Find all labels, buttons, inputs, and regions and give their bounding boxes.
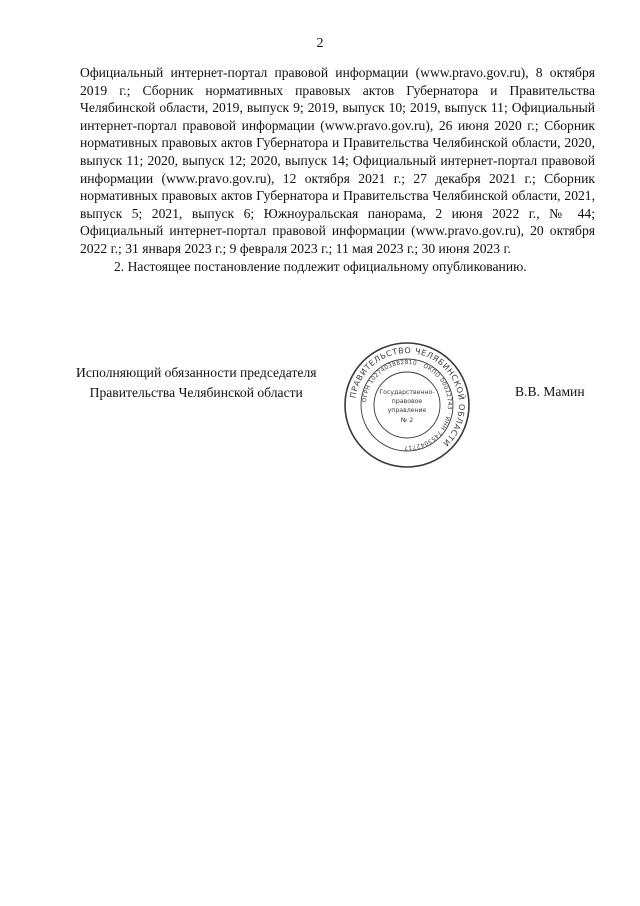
page-number: 2 — [316, 36, 324, 51]
body-text — [80, 64, 595, 275]
paragraph-1: Официальный интернет-портал правовой информации (www.pravo.gov.ru), 8 октября 2019 г.; Сборник нормативных правовых актов Губернатора и Правительства Челябинской области, 2019, выпуск 9; 2019, выпуск 10; 2019, выпуск 11; Официальный интернет-портал правовой информации (www.pravo.gov.ru), 26 июня 2020 г.; Сборник нормативных правовых актов Губернатора и Правительства Челябинской области, 2020, выпуск 11; 2020, выпуск 12; 2020, выпуск 14; Официальный интернет-портал правовой информации (www.pravo.gov.ru), 12 октября 2021 г.; 27 декабря 2021 г.; Сборник нормативных правовых актов Губернатора и Правительства Челябинской области, 2021, выпуск 5; 2021, выпуск 6; Южноуральская панорама, 2 июня 2022 г., № 44; Официальный интернет-портал правовой информации (www.pravo.gov.ru), 20 октября 2022 г.; 31 января 2023 г.; 9 февраля 2023 г.; 11 мая 2023 г.; 30 июня 2023 г. — [80, 65, 595, 256]
seal-inner-ring — [374, 372, 440, 438]
paragraph-2: 2. Настоящее постановление подлежит официальному опубликованию. — [114, 258, 527, 274]
seal-outer-text: ПРАВИТЕЛЬСТВО ЧЕЛЯБИНСКОЙ ОБЛАСТИ — [348, 345, 467, 449]
seal-center-line-4: № 2 — [400, 417, 414, 424]
official-seal — [342, 340, 472, 470]
seal-center-line-2: правовое — [391, 398, 423, 405]
seal-inner-text: ОГРН 1027403882810 · ОКПО 00022743 · ИНН 7453042717 — [362, 359, 453, 451]
seal-center-line-1: Государственно- — [379, 389, 435, 396]
seal-middle-ring — [361, 359, 453, 451]
signature-title-line-1: Исполняющий обязанности председателя — [76, 365, 317, 380]
signature-title-line-2: Правительства Челябинской области — [89, 385, 303, 400]
signature-title — [76, 363, 317, 403]
seal-center-line-3: управление — [387, 407, 427, 414]
signatory-name: В.В. Мамин — [515, 384, 585, 399]
